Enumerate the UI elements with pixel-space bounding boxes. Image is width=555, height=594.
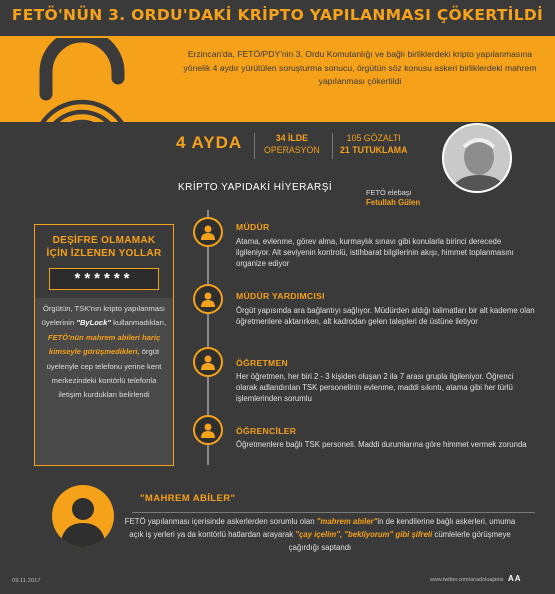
divider: [254, 133, 255, 159]
panel-text-2: kullanmadıkları,: [110, 318, 167, 328]
stat-duration: 4 AYDA: [176, 133, 243, 152]
mahrem-abi-avatar: [52, 485, 114, 547]
date-label: 09.11.2017: [12, 578, 41, 584]
panel-text: [40, 302, 168, 403]
role-node: [193, 284, 223, 314]
role-title: MÜDÜR YARDIMCISI: [236, 291, 325, 301]
leader-name: Fetullah Gülen: [366, 198, 421, 207]
hierarchy-title: KRİPTO YAPIDAKİ HİYERARŞİ: [178, 182, 333, 193]
page-title: FETÖ'NÜN 3. ORDU'DAKİ KRİPTO YAPILANMASI ÇÖKERTİLDİ: [11, 6, 544, 24]
panel-highlight: FETÖ'nün mahrem abileri hariç kimseyle görüşmedikleri,: [47, 332, 161, 357]
leader-caption: FETÖ elebaşı: [366, 188, 412, 197]
person-icon: [201, 422, 215, 438]
stat-provinces-label: 34 İLDE: [275, 133, 308, 143]
bottom-heading: "MAHREM ABİLER": [140, 493, 236, 504]
password-box: ******: [49, 268, 159, 290]
source-link[interactable]: www.twitter.com/anadoluajansi: [430, 577, 504, 583]
bottom-highlight-1: "mahrem abiler": [316, 517, 378, 526]
panel-heading-line-1: DEŞİFRE OLMAMAK: [52, 235, 156, 246]
person-icon: [201, 291, 215, 307]
role-text: Öğretmenlere bağlı TSK personeli. Maddi durumlarına göre himmet vermek zorunda: [236, 440, 527, 449]
person-silhouette-icon: [52, 485, 114, 547]
panel-heading-line-2: İÇİN İZLENEN YOLLAR: [46, 248, 162, 259]
stats-band: [164, 127, 464, 165]
role-title: MÜDÜR: [236, 222, 270, 232]
panel-text-3: örgüt üyeleriyle cep telefonu yerine kent merkezindeki kontörlü telefonla iletişim kurdukları belirlendi: [46, 347, 162, 400]
bottom-text-1: FETÖ yapılanması içerisinde askerlerden sorumlu olan: [124, 517, 317, 526]
panel-text-1: Örgütün, TSK'nın kripto yapılanması üyelerinin: [41, 304, 166, 328]
role-node: [193, 347, 223, 377]
bottom-highlight-2: "çay içelim", "bekliyorum" gibi şifreli: [295, 529, 433, 539]
person-icon: [201, 354, 215, 370]
bottom-divider: [132, 512, 535, 513]
role-node: [193, 217, 223, 247]
bylock-label: "ByLock": [76, 318, 111, 328]
role-title: ÖĞRETMEN: [236, 358, 289, 368]
stat-detentions: [340, 132, 407, 156]
intro-text: Erzincan'da, FETÖ/PDY'nin 3. Ordu Komutanlığı ve bağlı birliklerdeki kripto yapılanmasına yönelik 4 aydır yürütülen soruşturma sonucu, örgütün söz konusu askeri birliklerdeki mahrem yapılanması çökertildi: [183, 49, 537, 87]
bottom-text-3: cümlelerle görüşmeye çağırdığı saptandı: [288, 529, 511, 552]
stat-detained-label: 105 GÖZALTI: [346, 133, 401, 143]
panel-heading: [40, 234, 168, 260]
bottom-text-2: in de kendilerine bağlı askerleri, umuma açık iş yerleri ya da kontörlü hatlardan arayarak: [129, 517, 516, 539]
bottom-text: [120, 516, 520, 554]
role-text: Atama, evlenme, görev alma, kurmaylık sınavı gibi konularla birinci derecede ilgileniyor. Alt seviyenin kontrolü, istihbarat bilgilerinin akışı, himmet toplanmasını organize ediyor: [236, 237, 514, 269]
role-text: Her öğretmen, her biri 2 - 3 kişiden oluşan 2 ila 7 arası grupla ilgileniyor. Öğrenci olarak adlandırılan TSK personelinin evlenme, maddi sıkıntı, atama gibi her türlü işlemlerinden sorumlu: [236, 372, 514, 404]
stat-operation-label: OPERASYON: [264, 145, 320, 155]
stat-operations: [264, 132, 320, 156]
padlock-fingerprint-icon: [10, 38, 160, 158]
agency-logo: AA: [508, 574, 522, 583]
divider: [332, 133, 333, 159]
person-icon: [201, 224, 215, 240]
role-title: ÖĞRENCİLER: [236, 426, 297, 436]
leader-portrait: [442, 123, 512, 193]
role-node: [193, 415, 223, 445]
stat-arrested-label: 21 TUTUKLAMA: [340, 145, 408, 155]
role-text: Örgüt yapısında ara bağlantıyı sağlıyor. Müdürden aldığı talimatları bir alt kademe olan öğretmenlere aktarırken, alt kadrodan gelen talepleri de üstüne iletiyor: [236, 306, 535, 327]
